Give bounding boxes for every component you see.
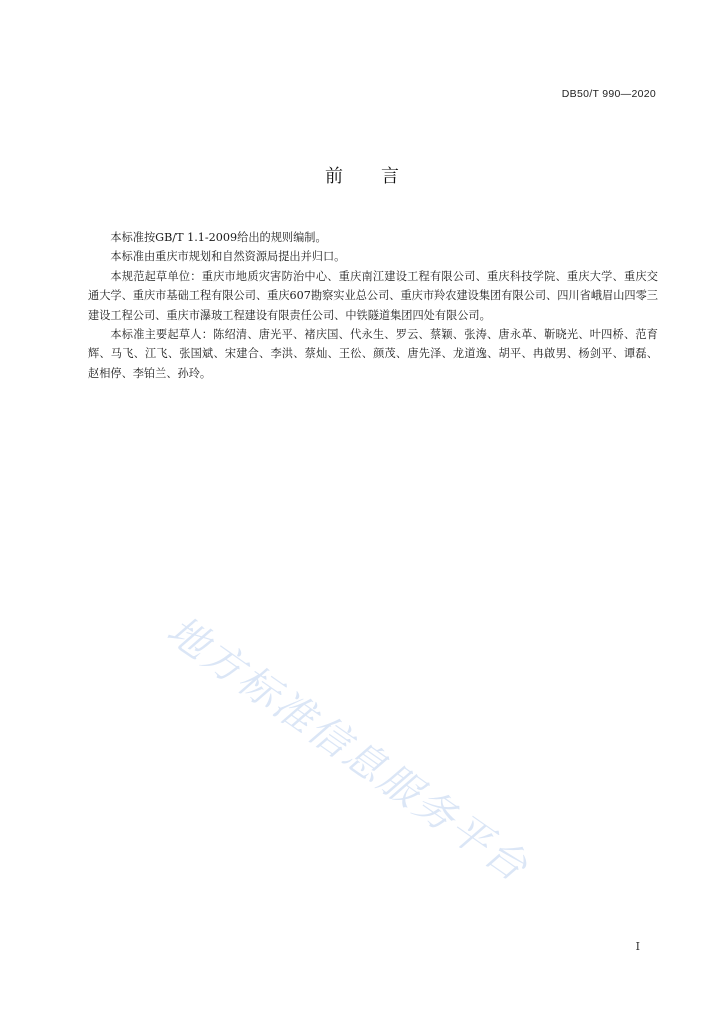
paragraph-main-drafters: 本标准主要起草人：陈绍清、唐光平、褚庆国、代永生、罗云、蔡颖、张涛、唐永革、靳晓光、叶四桥、范育辉、马飞、江飞、张国斌、宋建合、李洪、蔡灿、王彸、颜茂、唐先泽、龙道逸、胡平、冉啟男、杨剑平、谭磊、赵相停、李铂兰、孙玲。 <box>88 328 658 380</box>
paragraph-drafting-rules: 本标准按GB/T 1.1-2009给出的规则编制。 <box>110 231 327 244</box>
paragraph-proposer: 本标准由重庆市规划和自然资源局提出并归口。 <box>110 250 346 264</box>
title-part-1: 前 <box>325 166 343 187</box>
watermark: 地方标准信息服务平台 <box>158 607 538 892</box>
page-number: I <box>635 940 640 953</box>
standard-code: DB50/T 990—2020 <box>561 88 656 100</box>
foreword-body <box>88 228 658 383</box>
page-title <box>0 162 724 188</box>
paragraph-drafting-units: 本规范起草单位：重庆市地质灾害防治中心、重庆南江建设工程有限公司、重庆科技学院、重庆大学、重庆交通大学、重庆市基础工程有限公司、重庆607勘察实业总公司、重庆市羚农建设集团有限公司、四川省峨眉山四零三建设工程公司、重庆市瀑玻工程建设有限责任公司、中铁隧道集团四处有限公司。 <box>88 269 658 322</box>
title-part-2: 言 <box>381 166 399 187</box>
